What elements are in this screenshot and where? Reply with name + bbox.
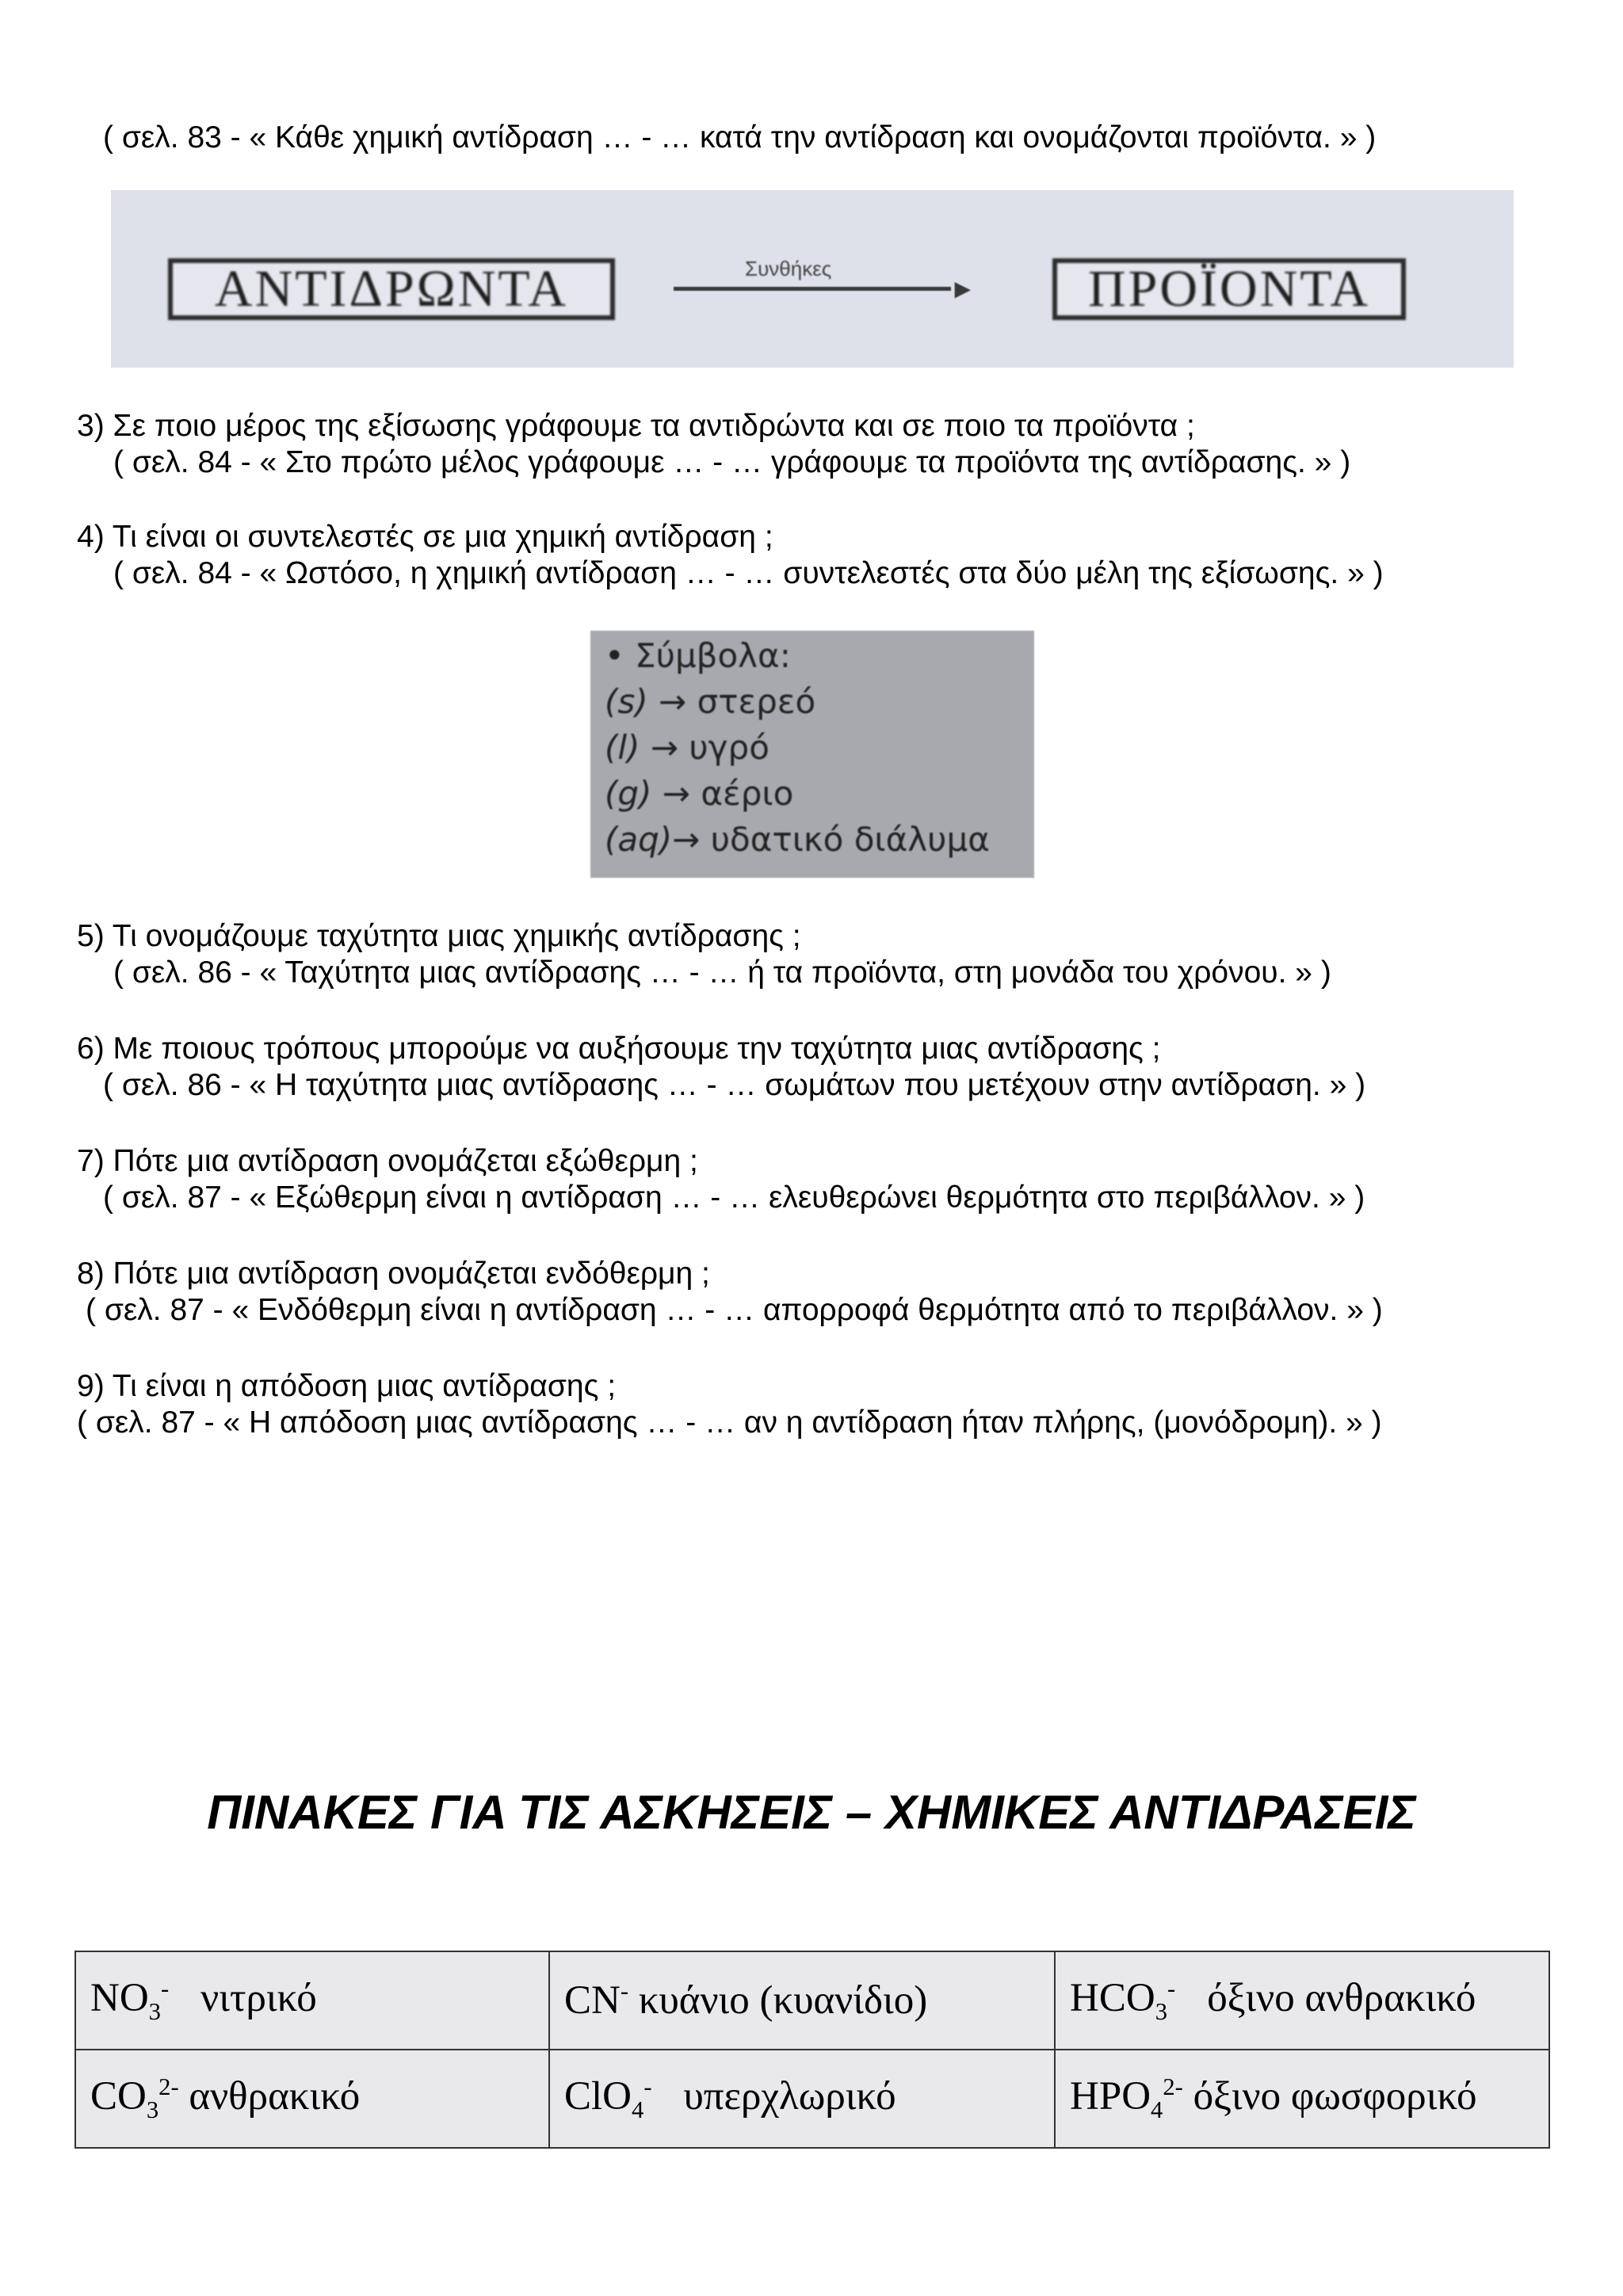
answer-ref-5: ( σελ. 86 - « Ταχύτητα μιας αντίδρασης … - … ή τα προϊόντα, στη μονάδα του χρόνου. » ) [113, 955, 1331, 990]
products-box: ΠΡΟΪΟΝΤΑ [1052, 258, 1406, 320]
reactants-box: ΑΝΤΙΔΡΩΝΤΑ [168, 258, 615, 320]
reaction-scheme-image [111, 190, 1514, 368]
ion-cell: $HPO_4^{2-}$ όξινο φωσφορικό [1055, 2050, 1549, 2148]
ion-cell: $HCO_3^-$ όξινο ανθρακικό [1055, 1951, 1549, 2050]
tables-heading: ΠΙΝΑΚΕΣ ΓΙΑ ΤΙΣ ΑΣΚΗΣΕΙΣ – ΧΗΜΙΚΕΣ ΑΝΤΙΔΡΑΣΕΙΣ [207, 1786, 1416, 1839]
ion-cell: CN- κυάνιο (κυανίδιο) [549, 1951, 1055, 2050]
intro-reference: ( σελ. 83 - « Κάθε χημική αντίδραση … - … κατά την αντίδραση και ονομάζονται προϊόντα. » ) [103, 120, 1377, 154]
arrow-head-icon: ► [949, 274, 976, 304]
question-9: 9) Τι είναι η απόδοση μιας αντίδρασης ; [77, 1369, 617, 1403]
answer-ref-8: ( σελ. 87 - « Ενδόθερμη είναι η αντίδραση … - … απορροφά θερμότητα από το περιβάλλον. » ) [86, 1293, 1383, 1327]
table-row [75, 1951, 1549, 2050]
symbols-title: • Σύμβολα: [605, 636, 791, 675]
symbol-row: (g) → αέριο [605, 774, 794, 813]
conditions-label: Συνθήκες [745, 257, 832, 280]
answer-ref-6: ( σελ. 86 - « Η ταχύτητα μιας αντίδρασης … - … σωμάτων που μετέχουν στην αντίδραση. » ) [103, 1068, 1366, 1102]
question-8: 8) Πότε μια αντίδραση ονομάζεται ενδόθερμη ; [77, 1257, 710, 1291]
answer-ref-4: ( σελ. 84 - « Ωστόσο, η χημική αντίδραση … - … συντελεστές στα δύο μέλη της εξίσωσης. » ) [113, 556, 1384, 590]
question-3: 3) Σε ποιο μέρος της εξίσωσης γράφουμε τα αντιδρώντα και σε ποιο τα προϊόντα ; [77, 409, 1195, 443]
question-7: 7) Πότε μια αντίδραση ονομάζεται εξώθερμη ; [77, 1144, 698, 1178]
symbol-row: (l) → υγρό [605, 728, 769, 767]
question-6: 6) Με ποιους τρόπους μπορούμε να αυξήσουμε την ταχύτητα μιας αντίδρασης ; [77, 1032, 1161, 1066]
answer-ref-3: ( σελ. 84 - « Στο πρώτο μέλος γράφουμε … - … γράφουμε τα προϊόντα της αντίδρασης. » ) [113, 445, 1351, 479]
answer-ref-7: ( σελ. 87 - « Εξώθερμη είναι η αντίδραση … - … ελευθερώνει θερμότητα στο περιβάλλον. » ) [103, 1180, 1365, 1215]
answer-ref-9: ( σελ. 87 - « Η απόδοση μιας αντίδρασης … - … αν η αντίδραση ήταν πλήρης, (μονόδρομη). » ) [77, 1405, 1382, 1440]
symbol-row: (aq)→ υδατικό διάλυμα [605, 820, 990, 859]
table-row [75, 2050, 1549, 2148]
state-symbols-image [590, 631, 1034, 878]
symbol-row: (s) → στερεό [605, 682, 816, 721]
reaction-arrow [674, 287, 951, 291]
ion-cell: ClO$_4$- υπερχλωρικό [549, 2050, 1055, 2148]
question-4: 4) Τι είναι οι συντελεστές σε μια χημική αντίδραση ; [77, 520, 773, 554]
question-5: 5) Τι ονομάζουμε ταχύτητα μιας χημικής αντίδρασης ; [77, 919, 801, 953]
ion-cell: $NO_3^-$ νιτρικό [75, 1951, 549, 2050]
ion-cell: $CO_3^{2-}$ ανθρακικό [75, 2050, 549, 2148]
ions-table [74, 1951, 1550, 2149]
